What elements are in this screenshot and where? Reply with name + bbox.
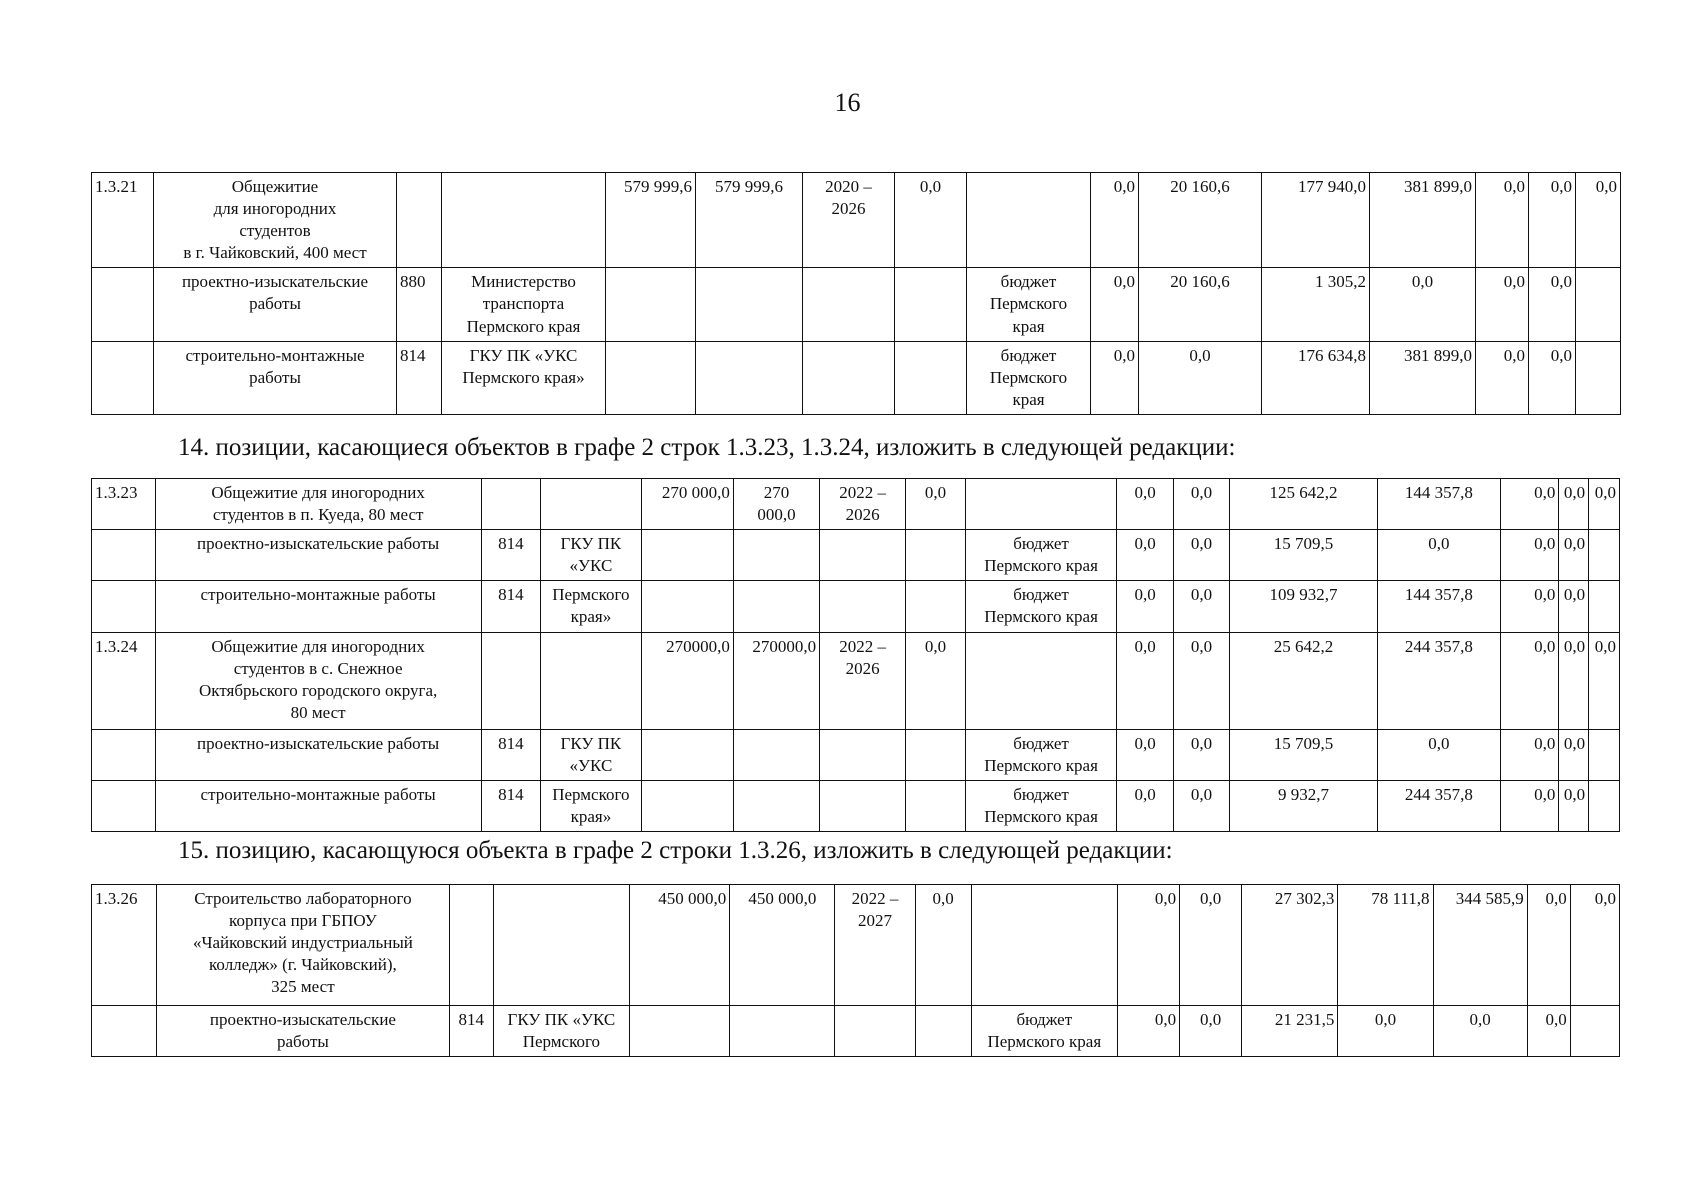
cell-empty (92, 1006, 157, 1057)
cell-empty (696, 341, 803, 414)
cost-estimate: 270 000,0 (733, 479, 819, 530)
value-cell: 0,0 (1173, 780, 1229, 831)
value-cell: 0,0 (906, 479, 965, 530)
value-cell: 0,0 (1589, 479, 1620, 530)
cost-total: 270000,0 (641, 632, 733, 729)
cell-empty (1570, 1006, 1619, 1057)
work-type: строительно-монтажные работы (154, 341, 397, 414)
value-cell: 1 305,2 (1262, 268, 1370, 341)
executor: Министерство транспорта Пермского края (442, 268, 606, 341)
cell-empty (895, 341, 967, 414)
table-row (92, 479, 1620, 530)
cell-empty (1589, 581, 1620, 632)
cell-empty (906, 729, 965, 780)
value-cell: 109 932,7 (1230, 581, 1378, 632)
cell-empty (641, 530, 733, 581)
value-cell: 0,0 (895, 173, 967, 268)
object-name: Общежитие для иногородних студентов в п. Куеда, 80 мест (155, 479, 481, 530)
value-cell: 244 357,8 (1377, 632, 1500, 729)
cell-empty (820, 581, 906, 632)
cell-empty (895, 268, 967, 341)
value-cell: 27 302,3 (1242, 885, 1338, 1006)
value-cell: 0,0 (1576, 173, 1621, 268)
cost-total: 579 999,6 (606, 173, 696, 268)
value-cell: 0,0 (1117, 729, 1173, 780)
table-row (92, 780, 1620, 831)
kbk-code: 880 (397, 268, 442, 341)
funding-source: бюджет Пермского края (967, 341, 1091, 414)
value-cell: 0,0 (1338, 1006, 1433, 1057)
funding-source: бюджет Пермского края (965, 581, 1117, 632)
value-cell: 0,0 (1527, 885, 1570, 1006)
work-type: проектно-изыскательские работы (155, 530, 481, 581)
cell-empty (967, 173, 1091, 268)
period: 2022 – 2027 (835, 885, 915, 1006)
value-cell: 0,0 (1117, 581, 1173, 632)
work-type: строительно-монтажные работы (155, 780, 481, 831)
row-code: 1.3.24 (92, 632, 156, 729)
table-object-1-3-21 (91, 172, 1621, 415)
kbk-code: 814 (397, 341, 442, 414)
kbk-code: 814 (449, 1006, 493, 1057)
cell-empty (92, 729, 156, 780)
cell-empty (92, 341, 154, 414)
value-cell: 0,0 (1173, 729, 1229, 780)
cell-empty (493, 885, 629, 1006)
value-cell: 0,0 (1529, 173, 1576, 268)
cell-empty (1576, 268, 1621, 341)
value-cell: 125 642,2 (1230, 479, 1378, 530)
section-heading-15: 15. позицию, касающуюся объекта в графе 2 строки 1.3.26, изложить в следующей редакции: (178, 837, 1173, 864)
value-cell: 25 642,2 (1230, 632, 1378, 729)
value-cell: 15 709,5 (1230, 729, 1378, 780)
table-row (92, 581, 1620, 632)
kbk-code: 814 (481, 530, 540, 581)
table-row (92, 885, 1620, 1006)
cost-total: 270 000,0 (641, 479, 733, 530)
value-cell: 0,0 (1500, 729, 1558, 780)
work-type: проектно-изыскательские работы (157, 1006, 450, 1057)
value-cell: 0,0 (1117, 530, 1173, 581)
cell-empty (906, 581, 965, 632)
cell-empty (606, 268, 696, 341)
value-cell: 0,0 (1476, 268, 1529, 341)
object-name: Общежитие для иногородних студентов в с. Снежное Октябрьского городского округа, 80 мест (155, 632, 481, 729)
table-row (92, 530, 1620, 581)
table-object-1-3-26 (91, 884, 1620, 1057)
cell-empty (906, 780, 965, 831)
value-cell: 0,0 (1476, 341, 1529, 414)
funding-source: бюджет Пермского края (967, 268, 1091, 341)
cell-empty (92, 581, 156, 632)
value-cell: 177 940,0 (1262, 173, 1370, 268)
value-cell: 0,0 (1173, 479, 1229, 530)
value-cell: 381 899,0 (1370, 173, 1476, 268)
table-row (92, 173, 1621, 268)
value-cell: 0,0 (1433, 1006, 1527, 1057)
value-cell: 0,0 (1476, 173, 1529, 268)
value-cell: 0,0 (1500, 581, 1558, 632)
cell-empty (733, 729, 819, 780)
executor: ГКУ ПК «УКС (541, 729, 641, 780)
value-cell: 0,0 (1500, 479, 1558, 530)
page-number: 16 (834, 88, 861, 117)
value-cell: 0,0 (1570, 885, 1619, 1006)
value-cell: 0,0 (1559, 530, 1589, 581)
object-name: Строительство лабораторного корпуса при ГБПОУ «Чайковский индустриальный колледж» (г. Чайковский), 325 мест (157, 885, 450, 1006)
value-cell: 0,0 (1529, 341, 1576, 414)
value-cell: 0,0 (1173, 530, 1229, 581)
cell-empty (606, 341, 696, 414)
value-cell: 0,0 (1180, 885, 1242, 1006)
cell-empty (1589, 530, 1620, 581)
cost-estimate: 270000,0 (733, 632, 819, 729)
value-cell: 0,0 (1527, 1006, 1570, 1057)
funding-source: бюджет Пермского края (965, 780, 1117, 831)
cell-empty (733, 780, 819, 831)
value-cell: 0,0 (1173, 581, 1229, 632)
value-cell: 381 899,0 (1370, 341, 1476, 414)
table-row (92, 729, 1620, 780)
value-cell: 0,0 (1091, 341, 1139, 414)
cell-empty (971, 885, 1117, 1006)
value-cell: 0,0 (1370, 268, 1476, 341)
object-name: Общежитие для иногородних студентов в г. Чайковский, 400 мест (154, 173, 397, 268)
cell-empty (1576, 341, 1621, 414)
cell-empty (92, 268, 154, 341)
cell-empty (820, 530, 906, 581)
value-cell: 0,0 (1117, 780, 1173, 831)
value-cell: 0,0 (1377, 530, 1500, 581)
cost-estimate: 450 000,0 (730, 885, 835, 1006)
cell-empty (481, 479, 540, 530)
period: 2022 – 2026 (820, 632, 906, 729)
value-cell: 0,0 (1091, 268, 1139, 341)
value-cell: 15 709,5 (1230, 530, 1378, 581)
funding-source: бюджет Пермского края (965, 530, 1117, 581)
section-heading-14: 14. позиции, касающиеся объектов в графе 2 строк 1.3.23, 1.3.24, изложить в следующей редакции: (178, 434, 1236, 461)
cell-empty (1589, 729, 1620, 780)
value-cell: 78 111,8 (1338, 885, 1433, 1006)
cell-empty (965, 479, 1117, 530)
value-cell: 0,0 (1117, 885, 1179, 1006)
row-code: 1.3.21 (92, 173, 154, 268)
value-cell: 0,0 (915, 885, 971, 1006)
cell-empty (449, 885, 493, 1006)
work-type: проектно-изыскательские работы (154, 268, 397, 341)
table-row (92, 632, 1620, 729)
value-cell: 144 357,8 (1377, 581, 1500, 632)
cell-empty (820, 780, 906, 831)
period: 2020 – 2026 (803, 173, 895, 268)
value-cell: 0,0 (1377, 729, 1500, 780)
cell-empty (733, 530, 819, 581)
cell-empty (820, 729, 906, 780)
cell-empty (397, 173, 442, 268)
value-cell: 176 634,8 (1262, 341, 1370, 414)
executor: ГКУ ПК «УКС Пермского края» (442, 341, 606, 414)
executor: Пермского края» (541, 581, 641, 632)
value-cell: 0,0 (1173, 632, 1229, 729)
cost-total: 450 000,0 (630, 885, 730, 1006)
work-type: проектно-изыскательские работы (155, 729, 481, 780)
cell-empty (442, 173, 606, 268)
row-code: 1.3.23 (92, 479, 156, 530)
value-cell: 344 585,9 (1433, 885, 1527, 1006)
value-cell: 0,0 (1500, 530, 1558, 581)
value-cell: 20 160,6 (1139, 268, 1262, 341)
cell-empty (730, 1006, 835, 1057)
value-cell: 0,0 (1500, 780, 1558, 831)
cell-empty (965, 632, 1117, 729)
cell-empty (92, 530, 156, 581)
value-cell: 0,0 (1091, 173, 1139, 268)
value-cell: 0,0 (1559, 632, 1589, 729)
cell-empty (696, 268, 803, 341)
row-code: 1.3.26 (92, 885, 157, 1006)
work-type: строительно-монтажные работы (155, 581, 481, 632)
executor: ГКУ ПК «УКС (541, 530, 641, 581)
value-cell: 20 160,6 (1139, 173, 1262, 268)
cell-empty (92, 780, 156, 831)
executor: Пермского края» (541, 780, 641, 831)
funding-source: бюджет Пермского края (971, 1006, 1117, 1057)
cell-empty (481, 632, 540, 729)
cell-empty (641, 729, 733, 780)
kbk-code: 814 (481, 780, 540, 831)
cell-empty (835, 1006, 915, 1057)
cell-empty (1589, 780, 1620, 831)
value-cell: 0,0 (1559, 729, 1589, 780)
cell-empty (733, 581, 819, 632)
cell-empty (803, 268, 895, 341)
table-objects-1-3-23-24 (91, 478, 1620, 832)
value-cell: 0,0 (906, 632, 965, 729)
executor: ГКУ ПК «УКС Пермского (493, 1006, 629, 1057)
value-cell: 0,0 (1559, 479, 1589, 530)
cell-empty (915, 1006, 971, 1057)
value-cell: 0,0 (1117, 632, 1173, 729)
cell-empty (803, 341, 895, 414)
value-cell: 244 357,8 (1377, 780, 1500, 831)
kbk-code: 814 (481, 729, 540, 780)
period: 2022 – 2026 (820, 479, 906, 530)
funding-source: бюджет Пермского края (965, 729, 1117, 780)
table-row (92, 341, 1621, 414)
value-cell: 0,0 (1117, 1006, 1179, 1057)
table-row (92, 268, 1621, 341)
value-cell: 0,0 (1180, 1006, 1242, 1057)
value-cell: 0,0 (1117, 479, 1173, 530)
value-cell: 0,0 (1500, 632, 1558, 729)
value-cell: 0,0 (1529, 268, 1576, 341)
value-cell: 0,0 (1139, 341, 1262, 414)
cell-empty (630, 1006, 730, 1057)
cell-empty (641, 581, 733, 632)
value-cell: 21 231,5 (1242, 1006, 1338, 1057)
cell-empty (541, 479, 641, 530)
cell-empty (906, 530, 965, 581)
value-cell: 0,0 (1559, 581, 1589, 632)
table-row (92, 1006, 1620, 1057)
value-cell: 0,0 (1589, 632, 1620, 729)
kbk-code: 814 (481, 581, 540, 632)
value-cell: 0,0 (1559, 780, 1589, 831)
value-cell: 144 357,8 (1377, 479, 1500, 530)
cost-estimate: 579 999,6 (696, 173, 803, 268)
cell-empty (641, 780, 733, 831)
value-cell: 9 932,7 (1230, 780, 1378, 831)
cell-empty (541, 632, 641, 729)
